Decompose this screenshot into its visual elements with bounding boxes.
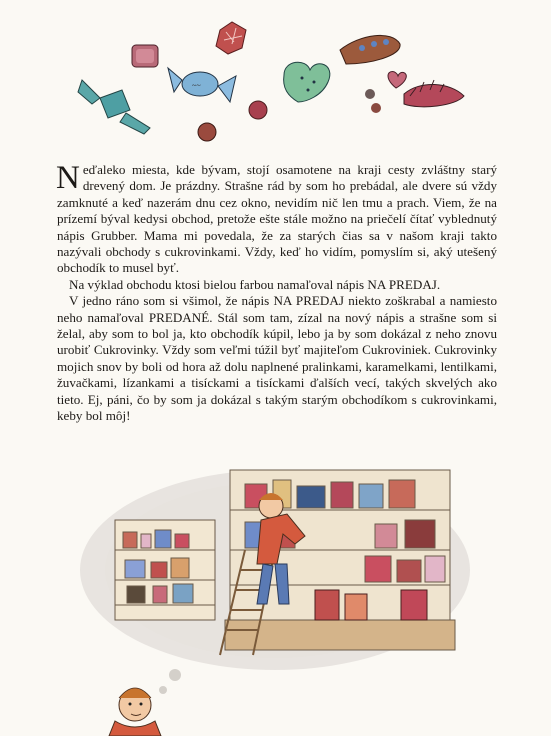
story-text [57,162,497,425]
thought-bubble [169,669,181,681]
chocolate-bar-candy [340,35,400,64]
dark-candy [365,89,375,99]
blue-wrapped-candy [168,68,236,102]
dreaming-boy [109,688,161,736]
candy-illustration [70,10,490,145]
paragraph-3: V jedno ráno som si všimol, že nápis NA PREDAJ niekto zoškrabal a namiesto neho namaľoval PREDANÉ. Stál som tam, zízal na nový nápis a strašne som si želal, aby som to bol ja, kto obchodík kúpil, lebo ja by som dokázal z neho znovu urobiť Cukrovinky. Vždy som veľmi túžil byť majiteľom Cukroviniek. Cukrovinky mojich snov by boli od hora až dolu naplnené pralinkami, karamelkami, lentilkami, žuvačkami, lízankami a tisíckami a tisíckami ďalších vecí, takých skvelých ako tieto. Ej, páni, čo by som ja dokázal s takým starým obchodíkom s cukrovinkami, keby bol môj! [57,293,497,424]
caterpillar-candy [404,84,464,106]
round-candy [249,101,267,119]
green-heart-candy [284,62,330,102]
paragraph-1 [57,162,497,277]
sweet-shop-dream-illustration [75,440,505,736]
paragraph-text: eďaleko miesta, kde bývam, stojí osamotene na kraji cesty zvláštny starý drevený dom. Je prázdny. Strašne rád by som ho prebádal, ale dvere sú vždy zamknuté a keď nazerám dnu cez okno, nevidím nič len tmu a prach. Viem, že na prízemí býval kedysi obchod, pretože ešte stále možno na priečelí čítať vyblednutý nápis Grubber. Mama mi povedala, že za starých čias sa v našom kraji takto nazývali obchody s cukrovinkami. Vždy, keď ho vidím, pomyslím si, aký utešený obchodík to musel byť. [57,162,497,276]
shop-shelves-left [115,520,215,620]
paragraph-2: Na výklad obchodu ktosi bielou farbou namaľoval nápis NA PREDAJ. [69,276,441,292]
drop-cap: N [56,160,80,196]
pink-heart-candy [388,72,406,89]
wrapped-candy-teal [78,80,150,134]
round-candy-2 [198,123,216,141]
svg-text:~~: ~~ [192,81,201,90]
thought-bubble [159,686,167,694]
